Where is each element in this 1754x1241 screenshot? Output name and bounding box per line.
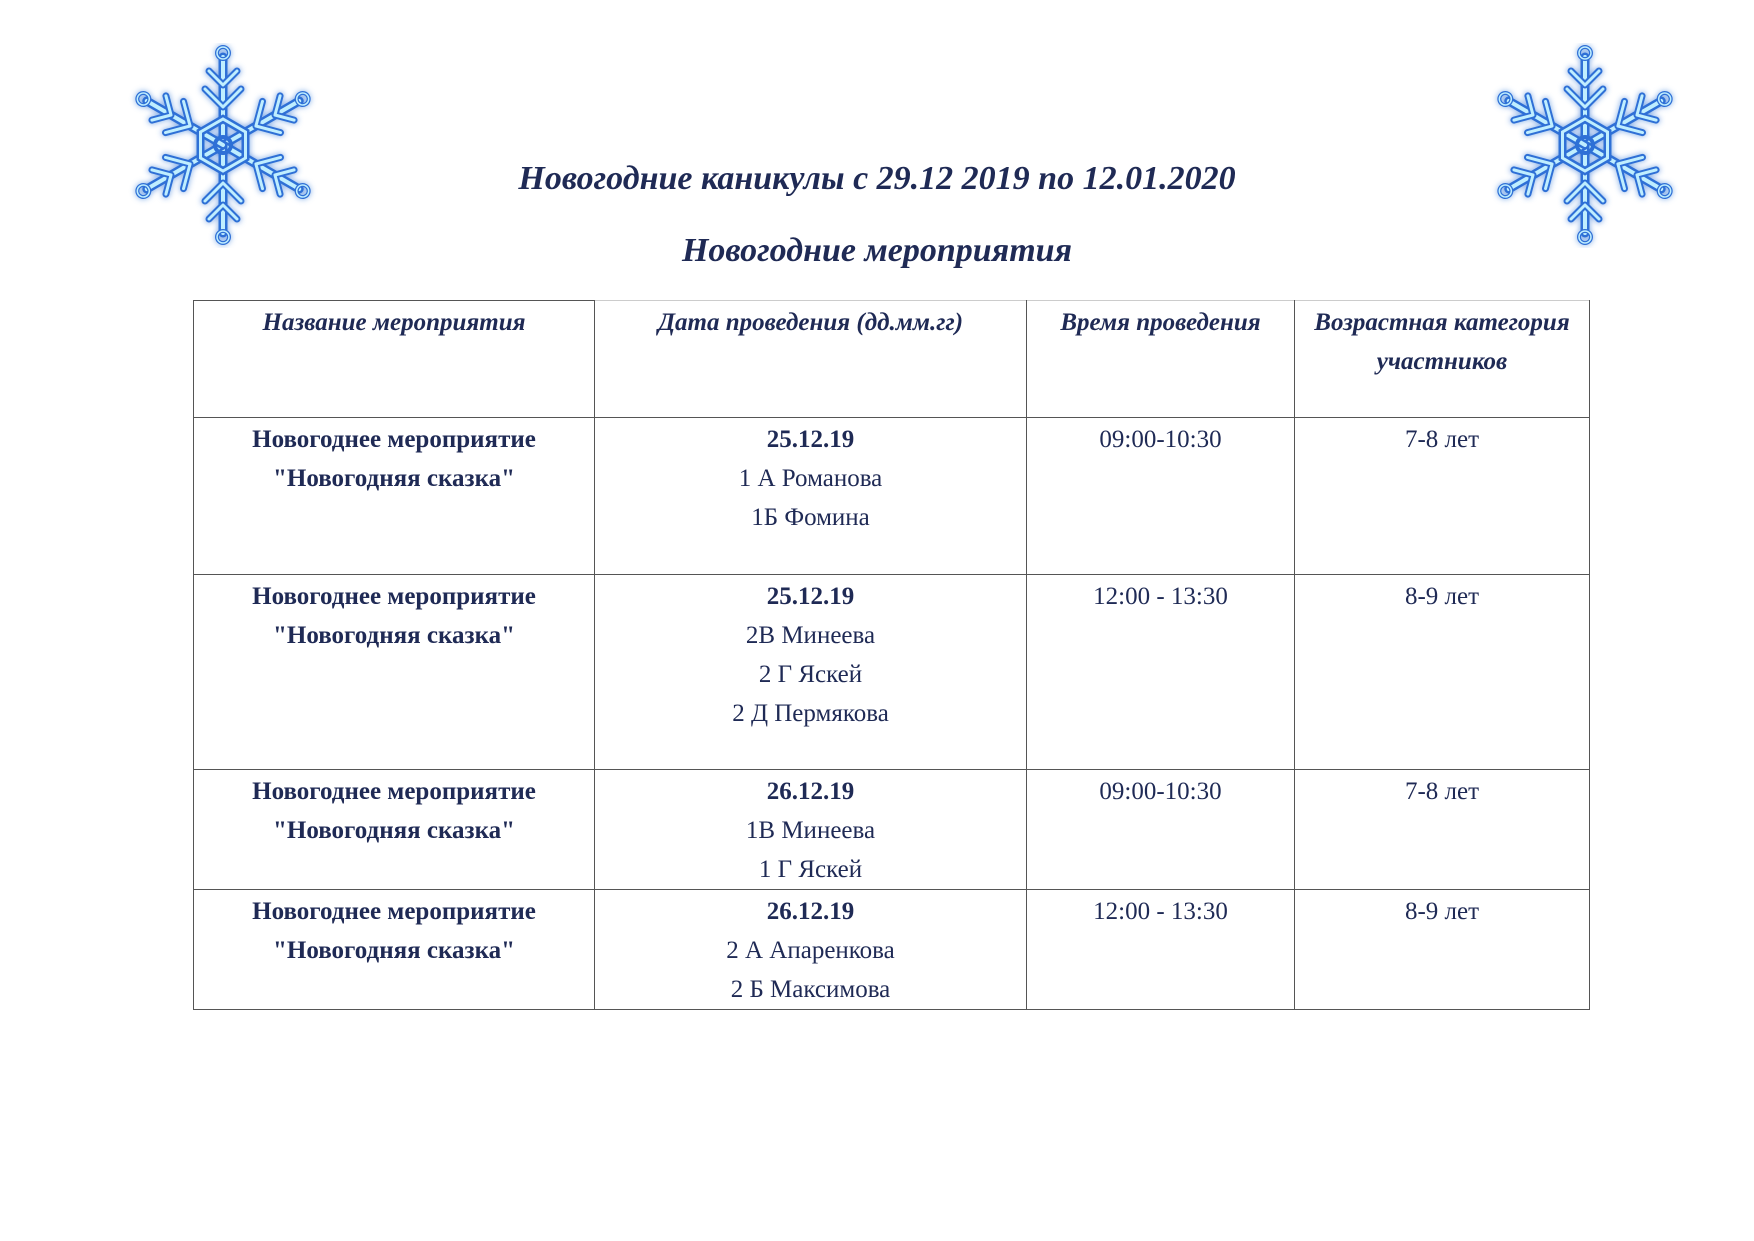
column-header-time: Время проведения (1027, 301, 1295, 418)
class-entry: 1В Минеева (745, 817, 876, 844)
class-entry: 1 А Романова (738, 465, 883, 492)
event-name: Новогоднее мероприятие (252, 778, 536, 805)
column-header-date: Дата проведения (дд.мм.гг) (595, 301, 1027, 418)
column-header-name: Название мероприятия (194, 301, 595, 418)
event-age: 8-9 лет (1295, 890, 1590, 1010)
event-time: 09:00-10:30 (1027, 770, 1295, 890)
event-date: 26.12.19 (766, 898, 855, 925)
event-date-cell (595, 575, 1027, 770)
class-entry: 1Б Фомина (751, 504, 870, 531)
class-entry: 2 Д Пермякова (732, 700, 889, 727)
event-age: 8-9 лет (1295, 575, 1590, 770)
event-date-cell (595, 890, 1027, 1010)
table-row (194, 890, 1590, 1010)
event-time: 09:00-10:30 (1027, 418, 1295, 575)
event-name-cell (194, 770, 595, 890)
class-entry: 1 Г Яскей (758, 856, 863, 883)
event-age: 7-8 лет (1295, 418, 1590, 575)
table-row (194, 770, 1590, 890)
event-name: Новогоднее мероприятие (252, 426, 536, 453)
event-title: "Новогодняя сказка" (273, 817, 515, 844)
event-age: 7-8 лет (1295, 770, 1590, 890)
event-name-cell (194, 418, 595, 575)
event-date: 25.12.19 (766, 583, 855, 610)
table-row (194, 418, 1590, 575)
event-time: 12:00 - 13:30 (1027, 575, 1295, 770)
event-time: 12:00 - 13:30 (1027, 890, 1295, 1010)
event-name: Новогоднее мероприятие (252, 898, 536, 925)
event-name-cell (194, 575, 595, 770)
event-date: 25.12.19 (766, 426, 855, 453)
table-header-row (194, 301, 1590, 418)
column-header-age: Возрастная категория участников (1295, 301, 1590, 418)
page-title: Новогодние каникулы с 29.12 2019 по 12.01.2020 (518, 160, 1236, 197)
event-name: Новогоднее мероприятие (252, 583, 536, 610)
event-title: "Новогодняя сказка" (273, 937, 515, 964)
class-entry: 2 А Апаренкова (726, 937, 895, 964)
events-table (193, 300, 1590, 1010)
snowflake-icon (1470, 43, 1700, 248)
class-entry: 2 Б Максимова (730, 976, 891, 1003)
event-title: "Новогодняя сказка" (273, 465, 515, 492)
event-date: 26.12.19 (766, 778, 855, 805)
class-entry: 2В Минеева (745, 622, 876, 649)
class-entry: 2 Г Яскей (758, 661, 863, 688)
event-date-cell (595, 418, 1027, 575)
snowflake-icon (108, 43, 338, 248)
table-row (194, 575, 1590, 770)
page-subtitle: Новогодние мероприятия (681, 232, 1073, 269)
event-name-cell (194, 890, 595, 1010)
event-date-cell (595, 770, 1027, 890)
event-title: "Новогодняя сказка" (273, 622, 515, 649)
